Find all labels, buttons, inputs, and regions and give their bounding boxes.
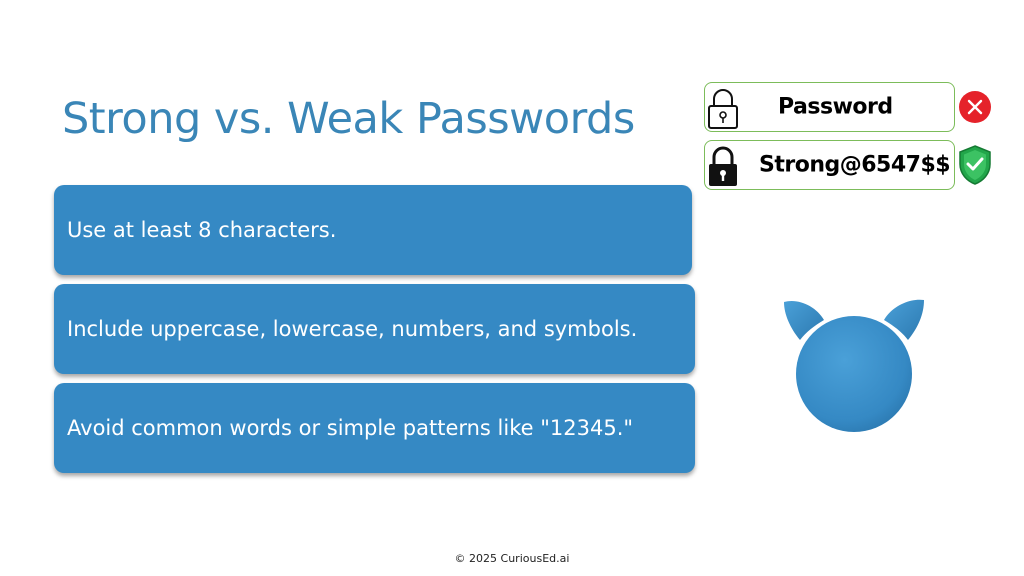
strong-password-box bbox=[704, 140, 955, 190]
point-card-3 bbox=[54, 383, 695, 473]
slide-title: Strong vs. Weak Passwords bbox=[62, 94, 635, 144]
unlocked-padlock-icon bbox=[705, 87, 741, 129]
blue-cat-head-icon bbox=[780, 296, 930, 436]
green-shield-check-icon bbox=[957, 144, 993, 186]
red-x-icon bbox=[958, 90, 992, 124]
point-text-3: Avoid common words or simple patterns like "12345." bbox=[67, 416, 634, 440]
locked-padlock-icon bbox=[705, 145, 741, 187]
point-card-2 bbox=[54, 284, 695, 374]
strong-password-text: Strong@6547$$ bbox=[759, 152, 951, 178]
weak-password-text: Password bbox=[778, 94, 893, 120]
point-text-1: Use at least 8 characters. bbox=[67, 218, 337, 242]
point-card-1 bbox=[54, 185, 692, 275]
weak-password-box bbox=[704, 82, 955, 132]
point-text-2: Include uppercase, lowercase, numbers, and symbols. bbox=[67, 317, 638, 341]
copyright-footer: © 2025 CuriousEd.ai bbox=[454, 552, 570, 565]
